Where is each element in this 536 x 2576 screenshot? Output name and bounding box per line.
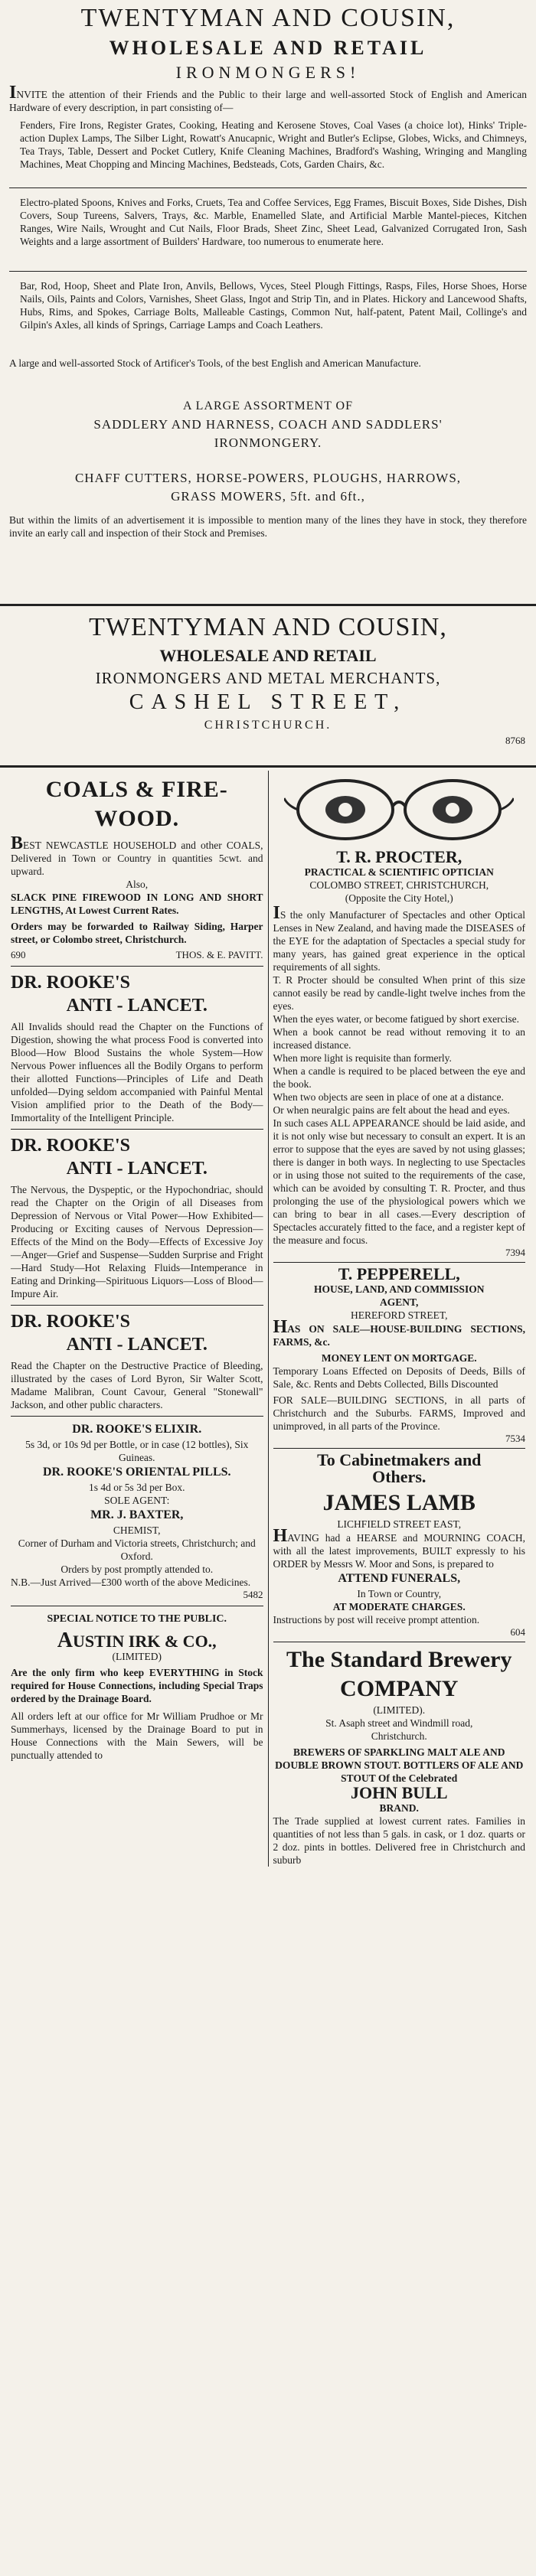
coals-signature: THOS. & E. PAVITT. bbox=[175, 949, 263, 960]
brewery-title bbox=[273, 1645, 526, 1674]
drop-cap: I bbox=[273, 903, 280, 923]
procter-text: When a book cannot be read without removing it to an increased distance. bbox=[273, 1026, 525, 1051]
agent-role: CHEMIST, bbox=[113, 1524, 161, 1536]
divider bbox=[273, 1262, 526, 1263]
brewery-limited: (LIMITED). bbox=[373, 1704, 426, 1716]
pepperell-sub: AGENT, bbox=[380, 1296, 419, 1308]
divider bbox=[11, 1416, 263, 1417]
rooke-title: DR. ROOKE'S bbox=[11, 973, 131, 993]
procter-text-body: S the only Manufacturer of Spectacles and other Optical Lenses in New Zealand, and having made the DISEASES of the EYE for the adaptation of Spectacles a special study for many years, has gained great experience in the optical requirements of all sights. bbox=[273, 909, 525, 973]
kirk-text: Are the only firm who keep EVERYTHING in Stock required for House Connections, including Special Traps ordered by the Drainage Board. bbox=[11, 1667, 263, 1704]
ad-reference: 7394 bbox=[505, 1247, 525, 1258]
kirk-limited: (LIMITED) bbox=[112, 1651, 162, 1662]
divider bbox=[273, 1448, 526, 1449]
pepperell-sale-body: AS ON SALE—HOUSE-BUILDING SECTIONS, FARMS, &c. bbox=[273, 1323, 525, 1348]
pepperell-sale bbox=[273, 1317, 526, 1348]
ad-reference: 5482 bbox=[243, 1589, 263, 1600]
lamb-text-body: AVING had a HEARSE and MOURNING COACH, with all the latest improvements, BUILT expressly to his ORDER by Messrs W. Moor and Sons, is prepared to bbox=[273, 1532, 525, 1570]
procter-text: Or when neuralgic pains are felt about the head and eyes. bbox=[273, 1104, 510, 1116]
divider bbox=[0, 765, 536, 768]
procter-text: In such cases ALL APPEARANCE should be laid aside, and it is not only wise but necessary to consult an expert. It is an error to suppose that the eyes are saved by not using glasses; there is danger in both ways. In neglecting to use Spectacles or in using those not suited to the requirements of the case, which can be avoided by consulting T. R. Procter, and thus prolonging the use of the physiological powers which we can bring to bear in all cases.—Every description of Spectacles accurately fitted to the face, and a register kept of the measure and focus. bbox=[273, 1117, 525, 1246]
kirk-name-part: O., bbox=[194, 1632, 217, 1651]
divider bbox=[11, 1129, 263, 1130]
kirk-name bbox=[11, 1629, 263, 1652]
special-notice: SPECIAL NOTICE TO THE PUBLIC. bbox=[47, 1613, 227, 1625]
rooke-subtitle: ANTI - LANCET. bbox=[66, 1335, 208, 1355]
classifieds-columns bbox=[0, 771, 536, 1867]
lamb-name: JAMES LAMB bbox=[322, 1490, 476, 1515]
pepperell-sale2: FOR SALE—BUILDING SECTIONS, in all parts of Christchurch and the Suburbs. FARMS, Improved and unimproved, in all parts of the Province. bbox=[273, 1394, 525, 1432]
twentyman-advertisement bbox=[0, 2, 536, 540]
ad-reference: 604 bbox=[510, 1626, 525, 1638]
kirk-orders: All orders left at our office for Mr William Prudhoe or Mr Summerhays, licensed by the Drainage Board to put in House Connections with the Main Sewers, will be punctually attended to bbox=[11, 1710, 263, 1761]
brewery-trade: The Trade supplied at lowest current rates. Families in quantities of not less than 5 gals. in cask, or 1 doz. quarts or 2 doz. pints in bottles. Delivered free in Christchurch and suburb bbox=[273, 1815, 525, 1866]
procter-text: T. R Procter should be consulted When print of this size cannot easily be read by candle-light twelve inches from the eyes. bbox=[273, 974, 525, 1012]
lamb-town: In Town or Country, bbox=[357, 1588, 442, 1599]
brewery-the: The bbox=[286, 1647, 325, 1672]
ad-title: TWENTYMAN AND COUSIN, bbox=[80, 4, 456, 32]
ad-subtitle: WHOLESALE AND RETAIL bbox=[109, 37, 427, 59]
pepperell-address: HEREFORD STREET, bbox=[350, 1309, 448, 1321]
lamb-heading: To Cabinetmakers and bbox=[317, 1450, 482, 1469]
brewery-address: St. Asaph street and Windmill road, bbox=[325, 1717, 473, 1729]
brewery-company: COMPANY bbox=[340, 1676, 459, 1701]
firm-tagline: WHOLESALE AND RETAIL bbox=[159, 646, 377, 665]
agent-name: MR. J. BAXTER, bbox=[90, 1508, 184, 1521]
spectacles-icon bbox=[284, 775, 514, 844]
lamb-heading: Others. bbox=[372, 1467, 427, 1486]
rooke-title: DR. ROOKE'S bbox=[11, 1136, 131, 1156]
agent-address: Corner of Durham and Victoria streets, Christchurch; and Oxford. bbox=[18, 1537, 256, 1562]
drop-cap: I bbox=[9, 83, 17, 103]
lamb-instructions: Instructions by post will receive prompt attention. bbox=[273, 1614, 480, 1625]
rooke-text: Read the Chapter on the Destructive Practice of Bleeding, illustrated by the cases of Lord Byron, Sir Walter Scott, Madame Malibran, Count Cavour, General "Stonewall" Jackson, and other public characters. bbox=[11, 1360, 263, 1410]
drop-cap: H bbox=[273, 1317, 288, 1337]
lamb-charges: AT MODERATE CHARGES. bbox=[332, 1601, 466, 1612]
brewery-brand-label: BRAND. bbox=[379, 1802, 419, 1814]
rooke-text: All Invalids should read the Chapter on the Functions of Digestion, showing the what process Food is converted into Blood—How Blood Sustains the whole System—How Nervous Power influences all the Bodily Organs to perform their allotted Functions—Principles of Life and Death unfolded—Dying seldom accompanied with Painful Mental Vision amplified prior to the Death of the Body—Immortality of the Intelligent Principle. bbox=[11, 1021, 263, 1123]
kirk-name-part: USTIN bbox=[73, 1632, 125, 1651]
drop-cap: A bbox=[57, 1629, 74, 1652]
pepperell-name: T. PEPPERELL, bbox=[338, 1264, 460, 1283]
firm-name: TWENTYMAN AND COUSIN, bbox=[89, 613, 447, 641]
ad-reference: 8768 bbox=[505, 735, 525, 746]
rooke-subtitle: ANTI - LANCET. bbox=[66, 1159, 208, 1179]
divider bbox=[9, 187, 527, 188]
procter-text: When two objects are seen in place of one at a distance. bbox=[273, 1091, 504, 1103]
firm-trade: IRONMONGERS AND METAL MERCHANTS, bbox=[95, 669, 441, 687]
assortment-line: IRONMONGERY. bbox=[214, 435, 322, 450]
lamb-address: LICHFIELD STREET EAST, bbox=[337, 1518, 462, 1530]
elixir-price: 5s 3d, or 10s 9d per Bottle, or in case (12 bottles), Six Guineas. bbox=[25, 1439, 249, 1463]
goods-list-2: Electro-plated Spoons, Knives and Forks, Cruets, Tea and Coffee Services, Egg Frames, Biscuit Boxes, Side Dishes, Dish Covers, Soup Tureens, Salvers, Trays, &c. Marble, Enamelled Slate, and Artificial Marble Mantel-pieces, Kitchen Ranges, Wire Nails, Wrought and Cut Nails, Floor Brads, Sheet Zinc, Sheet Lead, Galvanized Corrugated Iron, Sash Weights and a large assortment of Builders' Hardware, too numerous to enumerate here. bbox=[20, 197, 527, 247]
procter-address: (Opposite the City Hotel,) bbox=[345, 892, 453, 904]
chaff-line: CHAFF CUTTERS, HORSE-POWERS, PLOUGHS, HARROWS, bbox=[74, 471, 462, 485]
coals-text-body: EST NEWCASTLE HOUSEHOLD and other COALS, Delivered in Town or Country in quantities 5cwt. and upward. bbox=[11, 840, 263, 877]
coals-also: Also, bbox=[126, 879, 149, 890]
limits-text: But within the limits of an advertisement it is impossible to mention many of the lines they have in stock, they therefore invite an early call and inspection of their Stock and Premises. bbox=[9, 514, 527, 539]
right-column bbox=[269, 771, 531, 1867]
rooke-subtitle: ANTI - LANCET. bbox=[66, 996, 208, 1016]
pills-title: DR. ROOKE'S ORIENTAL PILLS. bbox=[42, 1466, 231, 1479]
procter-text bbox=[273, 903, 526, 973]
assortment-line: SADDLERY AND HARNESS, COACH AND SADDLERS' bbox=[93, 417, 443, 432]
kirk-name-part: IRK & C bbox=[128, 1632, 195, 1651]
goods-list-3: Bar, Rod, Hoop, Sheet and Plate Iron, Anvils, Bellows, Vyces, Steel Plough Fittings, Rasps, Files, Horse Shoes, Horse Nails, Oils, Paints and Colors, Varnishes, Sheet Glass, Ingot and Strip Tin, and in Plates. Hickory and Lancewood Shafts, Hubs, Rims, and Spokes, Carriage Bolts, Malleable Castings, Common Nut, half-patent, Patent Mail, Collinge's and Gilpin's Axles, all kinds of Springs, Carriage Lamps and Coach Leathers. bbox=[20, 280, 527, 331]
ad-reference: 690 bbox=[11, 949, 26, 960]
brewery-brewers: BREWERS OF SPARKLING MALT ALE AND DOUBLE BROWN STOUT. BOTTLERS OF ALE AND STOUT Of the Celebrated bbox=[275, 1746, 524, 1784]
pepperell-loans: Temporary Loans Effected on Deposits of Deeds, Bills of Sale, &c. Rents and Debts Collected, Bills Discounted bbox=[273, 1365, 525, 1390]
procter-address: COLOMBO STREET, CHRISTCHURCH, bbox=[309, 879, 489, 891]
elixir-title: DR. ROOKE'S ELIXIR. bbox=[72, 1423, 202, 1436]
rooke-text: The Nervous, the Dyspeptic, or the Hypochondriac, should read the Chapter on the Origin of all Diseases from Depression of Nervous or Vital Power—How Exhibited—Producing or Exciting causes of Nervous Depression—Effects of the Mind on the Body—Effects of Excessive Joy—Anger—Grief and Suspense—Sudden Surprise and Fright—Hard Study—Hot Relaxing Fluids—Intemperance in Eating and Drinking—Spirituous Liquors—Loss of Blood—Impure Air. bbox=[11, 1184, 263, 1299]
brewery-address: Christchurch. bbox=[371, 1730, 427, 1742]
divider bbox=[9, 271, 527, 272]
procter-text: When more light is requisite than formerly. bbox=[273, 1052, 452, 1064]
ad-intro-text: NVITE the attention of their Friends and the Public to their large and well-assorted Stock of English and American Hardware of every description, in part consisting of— bbox=[9, 89, 527, 113]
firm-city: CHRISTCHURCH. bbox=[204, 719, 332, 732]
tools-text: A large and well-assorted Stock of Artificer's Tools, of the best English and American Manufacture. bbox=[9, 357, 421, 369]
sole-agent: SOLE AGENT: bbox=[104, 1495, 170, 1506]
procter-name: T. R. PROCTER, bbox=[336, 847, 462, 866]
drop-cap: B bbox=[11, 833, 24, 853]
divider bbox=[11, 966, 263, 967]
drop-cap: H bbox=[273, 1526, 288, 1546]
pepperell-sub: HOUSE, LAND, AND COMMISSION bbox=[314, 1283, 485, 1295]
divider bbox=[11, 1305, 263, 1306]
twentyman-footer-ad bbox=[0, 611, 536, 747]
procter-text: When the eyes water, or become fatigued by short exercise. bbox=[273, 1013, 519, 1025]
coals-text bbox=[11, 833, 263, 878]
ad-trade: IRONMONGERS! bbox=[175, 63, 361, 82]
divider bbox=[0, 604, 536, 606]
newspaper-page bbox=[0, 2, 536, 2576]
coals-title: COALS & FIRE-WOOD. bbox=[45, 777, 228, 831]
coals-signature-row bbox=[11, 949, 263, 961]
firm-street: CASHEL STREET, bbox=[129, 690, 407, 714]
rooke-title: DR. ROOKE'S bbox=[11, 1312, 131, 1332]
brewery-standard: Standard Brewery bbox=[330, 1647, 512, 1672]
brewery-brand: JOHN BULL bbox=[350, 1783, 448, 1802]
pepperell-money: MONEY LENT ON MORTGAGE. bbox=[321, 1352, 477, 1364]
orders-note: Orders by post promptly attended to. bbox=[60, 1564, 214, 1575]
lamb-text bbox=[273, 1526, 526, 1570]
coals-firewood: SLACK PINE FIREWOOD IN LONG AND SHORT LENGTHS, At Lowest Current Rates. bbox=[11, 892, 263, 916]
pills-price: 1s 4d or 5s 3d per Box. bbox=[88, 1482, 185, 1493]
ad-reference: 7534 bbox=[505, 1433, 525, 1444]
ad-intro bbox=[9, 83, 527, 114]
coals-orders: Orders may be forwarded to Railway Siding, Harper street, or Colombo street, Christchurch. bbox=[11, 921, 263, 945]
goods-list-1: Fenders, Fire Irons, Register Grates, Cooking, Heating and Kerosene Stoves, Coal Vases (a choice lot), Hinks' Triple-action Duplex Lamps, The Silber Light, Rowatt's Anucapnic, Wright and Butler's Eclipse, Globes, Wicks, and Chimneys, Tea Trays, Table, Dessert and Pocket Cutlery, Knife Cleaning Machines, Bradford's Washing, Wringing and Mangling Machines, Meat Chopping and Mincing Machines, Bedsteads, Cots, Garden Chairs, &c. bbox=[20, 119, 527, 170]
assortment-line: A LARGE ASSORTMENT OF bbox=[183, 399, 353, 412]
chaff-line: GRASS MOWERS, 5ft. and 6ft., bbox=[171, 489, 365, 504]
left-column bbox=[6, 771, 269, 1867]
nb-note: N.B.—Just Arrived—£300 worth of the above Medicines. bbox=[11, 1577, 251, 1588]
procter-text: When a candle is required to be placed between the eye and the book. bbox=[273, 1065, 525, 1090]
lamb-attend: ATTEND FUNERALS, bbox=[338, 1572, 461, 1585]
procter-sub: PRACTICAL & SCIENTIFIC OPTICIAN bbox=[304, 866, 494, 878]
